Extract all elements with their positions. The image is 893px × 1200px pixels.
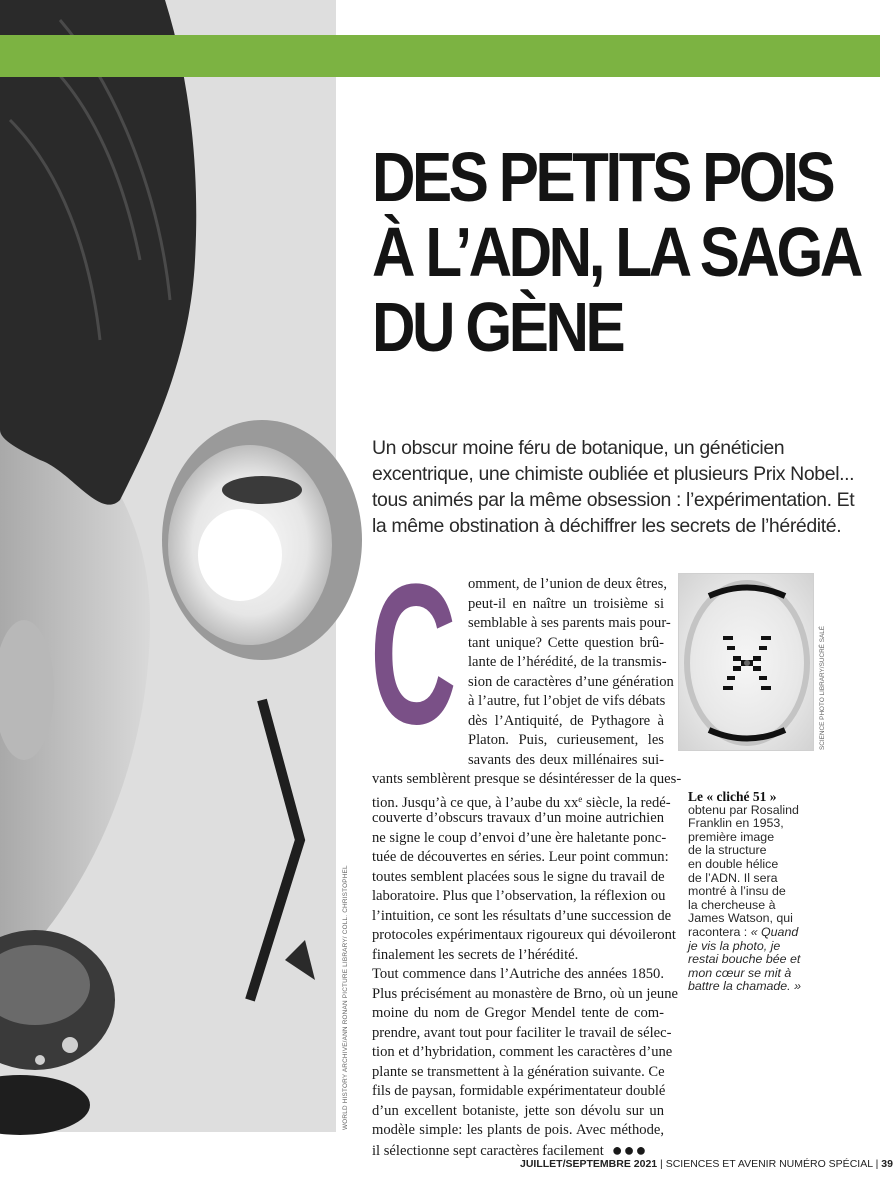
intro-line: excentrique, une chimiste oubliée et plusieurs Prix Nobel... bbox=[372, 463, 855, 485]
photo-51-image bbox=[678, 573, 814, 751]
caption-quote-line: je vis la photo, je bbox=[688, 938, 781, 953]
caption-line bbox=[688, 926, 838, 940]
article-line: dès l’Antiquité, de Pythagore à bbox=[468, 712, 664, 729]
caption-line: première image bbox=[688, 829, 775, 844]
article-line: couverte d’obscurs travaux d’un moine autrichien bbox=[372, 810, 664, 826]
article-line: finalement les secrets de l’hérédité. bbox=[372, 946, 579, 963]
article-line: fils de paysan, formidable expérimentateur doublé bbox=[372, 1083, 666, 1099]
intro-paragraph bbox=[372, 435, 855, 539]
article-line: semblable à ses parents mais pour- bbox=[468, 615, 671, 631]
caption-line: en double hélice bbox=[688, 856, 779, 871]
article-line: ne signe le coup d’envoi d’une ère haletante ponc- bbox=[372, 829, 667, 846]
caption-quote-start: « Quand bbox=[750, 924, 799, 939]
photo-credit: WORLD HISTORY ARCHIVE/ANN RONAN PICTURE LIBRARY/ COLL. CHRISTOPHEL bbox=[342, 865, 349, 1130]
article-line: prendre, avant tout pour faciliter le travail de sélec- bbox=[372, 1024, 672, 1041]
continue-marker: ●●● bbox=[611, 1139, 648, 1160]
article-line-end: il sélectionne sept caractères facilement bbox=[372, 1142, 604, 1159]
article-body bbox=[372, 575, 682, 1160]
century-sup: e bbox=[578, 793, 583, 804]
headline-line: DU GÈNE bbox=[372, 288, 623, 366]
caption-line: de la structure bbox=[688, 843, 767, 858]
image-credit: SCIENCE PHOTO LIBRARY/SUCRÉ SALÉ bbox=[819, 625, 826, 750]
article-line: vants semblèrent presque se désintéresser de la ques- bbox=[372, 771, 682, 787]
caption-line: de l’ADN. Il sera bbox=[688, 870, 778, 885]
caption-line: obtenu par Rosalind bbox=[688, 802, 799, 817]
article-line: tion et d’hybridation, comment les caractères d’une bbox=[372, 1044, 673, 1060]
page-number: 39 bbox=[881, 1158, 893, 1170]
article-line: à l’autre, fut l’objet de vifs débats bbox=[468, 693, 666, 709]
article-line: peut-il en naître un troisième si bbox=[468, 595, 664, 612]
article-line: omment, de l’union de deux êtres, bbox=[468, 576, 667, 592]
caption-line: la chercheuse à bbox=[688, 897, 776, 912]
caption-quote-line: mon cœur se mit à bbox=[688, 965, 792, 980]
cover-photo bbox=[0, 0, 336, 1132]
footer-separator: | bbox=[660, 1158, 663, 1170]
article-line: modèle simple: les plants de pois. Avec méthode, bbox=[372, 1122, 664, 1138]
page-footer bbox=[520, 1158, 893, 1170]
diffraction-pattern bbox=[679, 574, 815, 752]
drop-cap: C bbox=[370, 543, 457, 766]
header-band bbox=[0, 35, 880, 77]
headline-line: À L’ADN, LA SAGA bbox=[372, 213, 860, 291]
article-line bbox=[372, 790, 671, 811]
article-line: protocoles expérimentaux rigoureux qui dévoileront bbox=[372, 927, 676, 943]
headline bbox=[372, 140, 872, 365]
caption-line: Franklin en 1953, bbox=[688, 816, 784, 831]
caption-quote-line: battre la chamade. » bbox=[688, 979, 801, 994]
caption-line-start: racontera : bbox=[688, 924, 748, 939]
century-after: siècle, la redé- bbox=[582, 794, 671, 811]
article-line: Tout commence dans l’Autriche des années 1850. bbox=[372, 966, 664, 982]
caption-line: James Watson, qui bbox=[688, 911, 793, 926]
article-line-start: tion. Jusqu’à ce que, à l’aube du bbox=[372, 794, 561, 811]
headline-line: DES PETITS POIS bbox=[372, 138, 833, 216]
article-line: tant unique? Cette question brû- bbox=[468, 634, 664, 651]
footer-separator: | bbox=[875, 1158, 879, 1170]
article-line: plante se transmettent à la génération suivante. Ce bbox=[372, 1063, 665, 1080]
article-line: l’intuition, ce sont les résultats d’une succession de bbox=[372, 907, 672, 924]
article-line: tuée de découvertes en séries. Leur point commun: bbox=[372, 849, 669, 865]
footer-magazine: SCIENCES ET AVENIR NUMÉRO SPÉCIAL bbox=[665, 1158, 873, 1170]
image-caption bbox=[688, 790, 838, 994]
article-line: savants des deux millénaires sui- bbox=[468, 751, 664, 768]
article-line: toutes semblent placées sous le signe du travail de bbox=[372, 868, 665, 885]
article-line: d’un excellent botaniste, jette son dévolu sur un bbox=[372, 1102, 664, 1119]
photo-illustration bbox=[0, 0, 336, 1132]
caption-line: montré à l’insu de bbox=[688, 884, 786, 899]
century-roman: xx bbox=[563, 794, 579, 811]
intro-line: la même obstination à déchiffrer les secrets de l’hérédité. bbox=[372, 515, 842, 537]
article-line: Plus précisément au monastère de Brno, où un jeune bbox=[372, 985, 678, 1002]
article-line: sion de caractères d’une génération bbox=[468, 673, 674, 690]
caption-quote-line: restai bouche bée et bbox=[688, 952, 801, 967]
article-line: Platon. Puis, curieusement, les bbox=[468, 732, 664, 748]
intro-line: Un obscur moine féru de botanique, un généticien bbox=[372, 437, 785, 459]
article-line: lante de l’hérédité, de la transmis- bbox=[468, 654, 667, 670]
intro-line: tous animés par la même obsession : l’expérimentation. Et bbox=[372, 489, 855, 511]
caption-title: Le « cliché 51 » bbox=[688, 789, 777, 804]
footer-date: JUILLET/SEPTEMBRE 2021 bbox=[520, 1158, 658, 1170]
article-line: moine du nom de Gregor Mendel tente de com- bbox=[372, 1005, 664, 1021]
article-line: laboratoire. Plus que l’observation, la réflexion ou bbox=[372, 888, 666, 904]
